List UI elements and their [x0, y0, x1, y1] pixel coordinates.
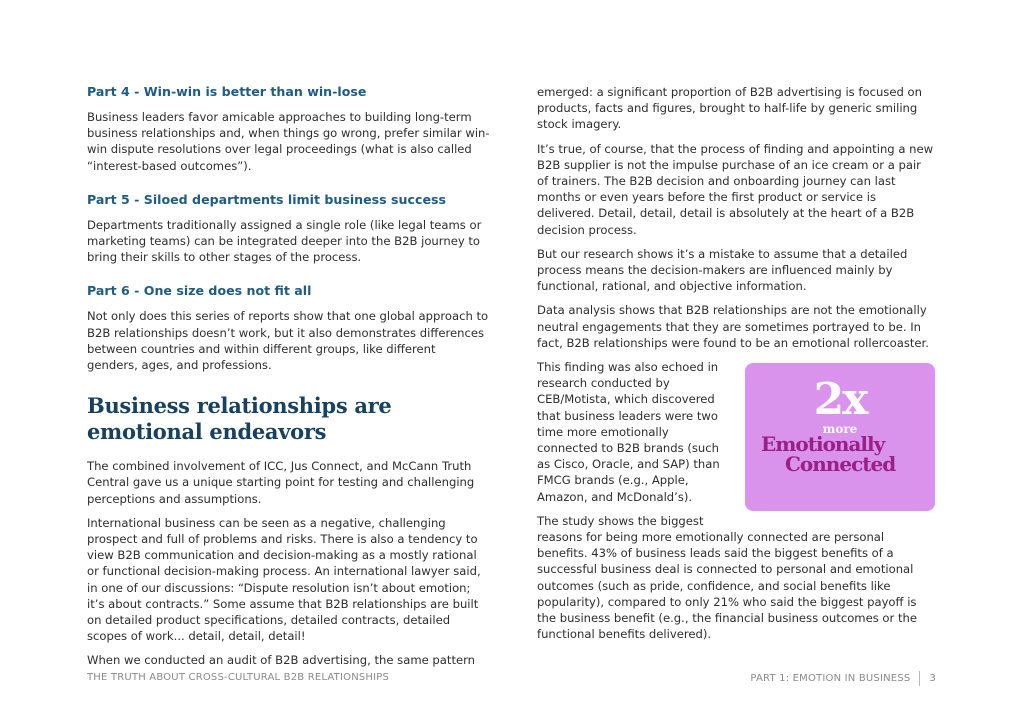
callout-stat: 2x	[813, 374, 867, 426]
section-heading: Business relationships are emotional endeavors	[87, 393, 392, 444]
part5-title: Part 5 - Siloed departments limit business success	[87, 191, 446, 207]
part4-body: Business leaders favor amicable approaches to building long-term business relationships and, when things go wrong, prefer similar win-win dispute resolutions over legal proceedings (what is also called “interest-based outcomes”).	[87, 110, 490, 173]
footer-section: PART 1: EMOTION IN BUSINESS	[750, 672, 911, 684]
right-paragraph-5: This finding was also echoed in research conducted by CEB/Motista, which discovered that business leaders were two time more emotionally connected to B2B brands (such as Cisco, Oracle, and SAP) than FMCG brands (e.g., Apple, Amazon, and McDonald’s).	[537, 360, 720, 504]
footer-right	[750, 671, 936, 686]
left-paragraph-2: International business can be seen as a negative, challenging prospect and full of problems and risks. There is also a tendency to view B2B communication and decision-making as a mostly rational or functional decision-making process. An international lawyer said, in one of our discussions: “Dispute resolution isn’t about emotion; it’s about contracts.” Some assume that B2B relationships are built on detailed product specifications, detailed contracts, detailed scopes of work... detail, detail, detail!	[87, 515, 481, 644]
callout-line-connected: Connected	[785, 452, 896, 477]
right-paragraph-4: Data analysis shows that B2B relationships are not the emotionally neutral engagements that they are sometimes portrayed to be. In fact, B2B relationships were found to be an emotional rollercoaster.	[537, 303, 929, 350]
callout-line-emotionally: Emotionally	[761, 432, 885, 457]
right-paragraph-1: emerged: a significant proportion of B2B advertising is focused on products, facts and figures, brought to half-life by generic smiling stock imagery.	[537, 85, 922, 132]
footer-title: THE TRUTH ABOUT CROSS-CULTURAL B2B RELATIONSHIPS	[87, 672, 390, 683]
left-paragraph-1: The combined involvement of ICC, Jus Connect, and McCann Truth Central gave us a unique starting point for testing and challenging perceptions and assumptions.	[87, 459, 475, 506]
left-column	[87, 84, 490, 677]
callout-more: more	[822, 422, 858, 437]
right-paragraph-6: The study shows the biggest reasons for being more emotionally connected are personal benefits. 43% of business leads said the biggest benefits of a successful business deal is connected to personal and emotional outcomes (such as pride, confidence, and social benefits like popularity), compared to only 21% who said the biggest payoff is the business benefit (e.g., the financial business outcomes or the functional benefits delivered).	[537, 513, 918, 642]
part5-body: Departments traditionally assigned a single role (like legal teams or marketing teams) can be integrated deeper into the B2B journey to bring their skills to other stages of the process.	[87, 217, 482, 265]
part6-body: Not only does this series of reports show that one global approach to B2B relationships doesn’t work, but it also demonstrates differences between countries and within different groups, like different genders, ages, and professions.	[87, 309, 489, 373]
page-number: 3	[929, 672, 936, 684]
part4-title: Part 4 - Win-win is better than win-lose	[87, 84, 367, 99]
right-paragraph-3: But our research shows it’s a mistake to assume that a detailed process means the decision-makers are influenced mainly by functional, rational, and objective information.	[537, 246, 908, 294]
footer-divider	[919, 671, 920, 686]
emotionally-connected-callout	[745, 363, 935, 511]
right-column	[537, 84, 935, 651]
left-paragraph-3: When we conducted an audit of B2B advertising, the same pattern	[87, 653, 476, 668]
right-paragraph-2: It’s true, of course, that the process of finding and appointing a new B2B supplier is not the impulse purchase of an ice cream or a pair of trainers. The B2B decision and onboarding journey can last months or even years before the first product or service is delivered. Detail, detail, detail is absolutely at the heart of a B2B decision process.	[537, 141, 934, 237]
part6-title: Part 6 - One size does not fit all	[87, 283, 312, 299]
